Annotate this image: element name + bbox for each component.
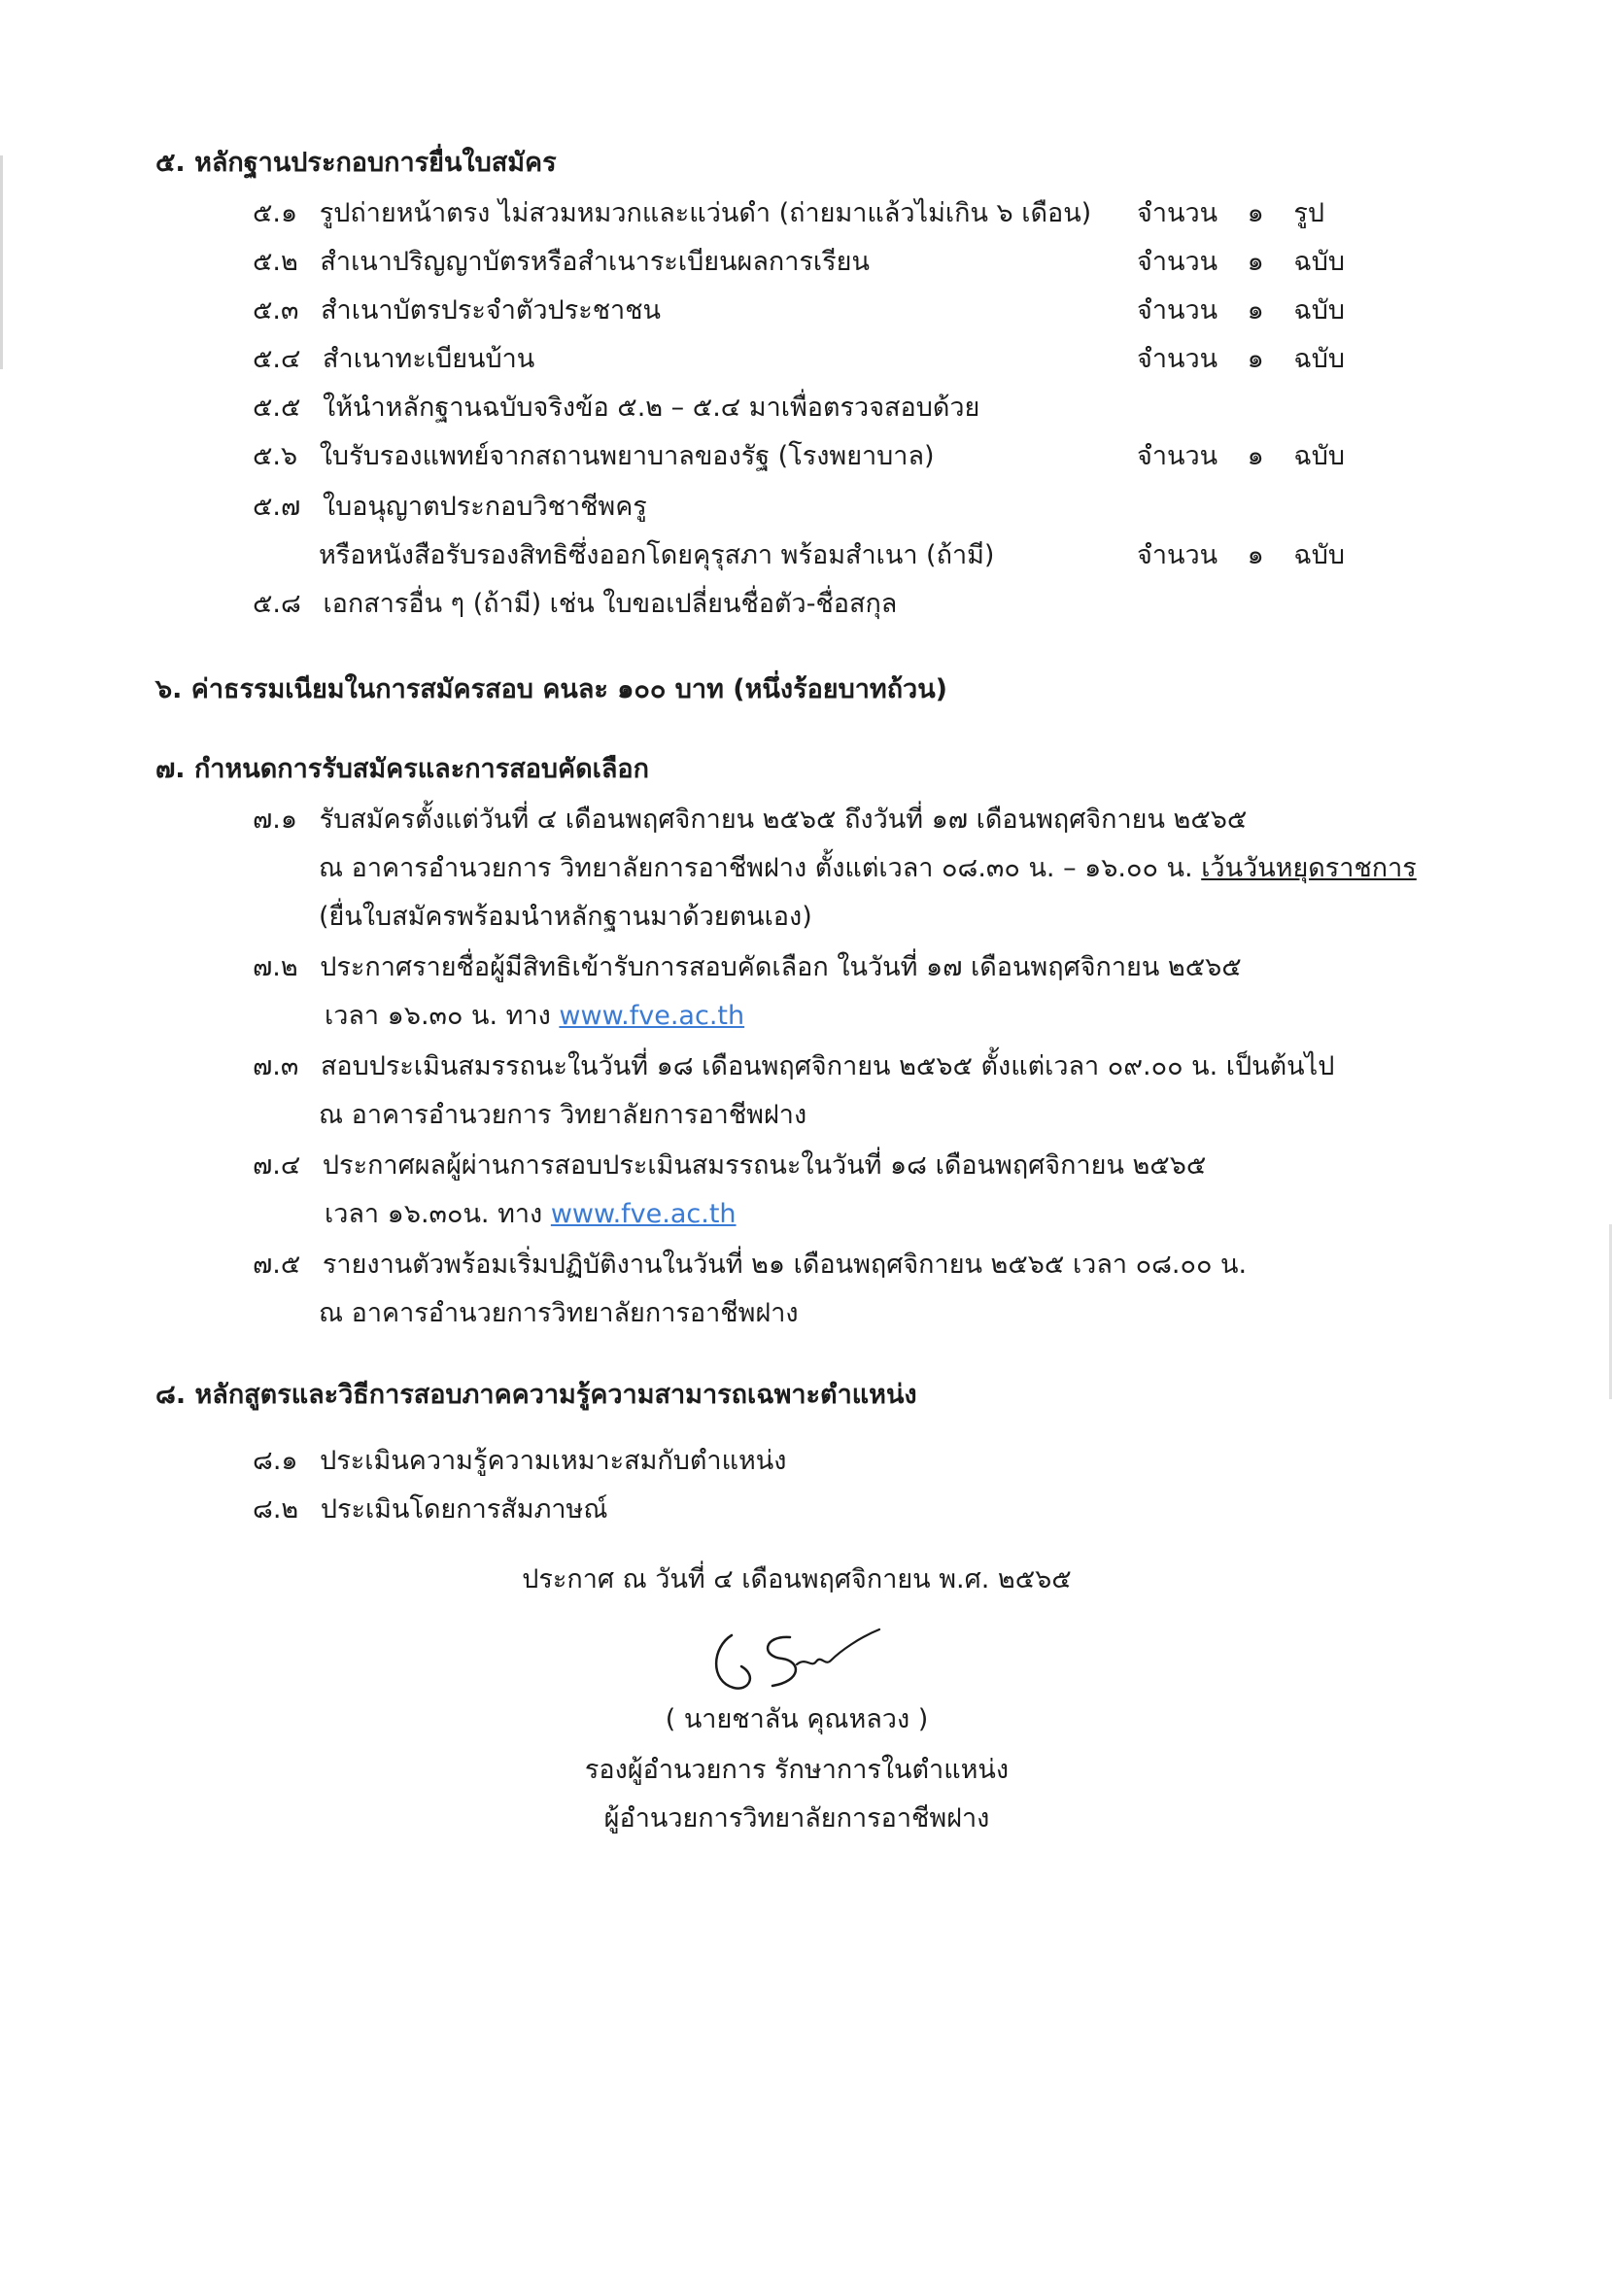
item-number: ๕.๖ [253, 441, 298, 471]
item-number: ๗.๓ [253, 1051, 299, 1081]
item-7-2 [253, 948, 1242, 987]
item-5-6-quantity: จำนวน ๑ ฉบับ [1137, 441, 1346, 471]
signer-position-1: รองผู้อำนวยการ รักษาการในตำแหน่ง [584, 1755, 1010, 1785]
item-5-7-continuation: หรือหนังสือรับรองสิทธิซึ่งออกโดยคุรุสภา พร้อมสำเนา (ถ้ามี) [319, 540, 995, 570]
item-text: ประกาศรายชื่อผู้มีสิทธิเข้ารับการสอบคัดเลือก ในวันที่ ๑๗ เดือนพฤศจิกายน ๒๕๖๕ [320, 952, 1242, 982]
item-number: ๗.๑ [253, 805, 298, 835]
item-number: ๕.๘ [253, 589, 301, 619]
item-7-2-line2: เวลา ๑๖.๓๐ น. ทาง www.fve.ac.th [325, 1001, 745, 1031]
item-number: ๕.๕ [253, 393, 301, 423]
item-7-4-line2: เวลา ๑๖.๓๐น. ทาง www.fve.ac.th [325, 1199, 737, 1229]
item-text: เอกสารอื่น ๆ (ถ้ามี) เช่น ใบขอเปลี่ยนชื่อตัว-ชื่อสกุล [323, 589, 898, 619]
item-text: ประกาศผลผู้ผ่านการสอบประเมินสมรรถนะในวันที่ ๑๘ เดือนพฤศจิกายน ๒๕๖๕ [322, 1150, 1207, 1181]
item-text: ใบอนุญาตประกอบวิชาชีพครู [322, 492, 647, 522]
item-text: สอบประเมินสมรรถนะในวันที่ ๑๘ เดือนพฤศจิกายน ๒๕๖๕ ตั้งแต่เวลา ๐๙.๐๐ น. เป็นต้นไป [320, 1051, 1335, 1081]
item-7-1 [253, 801, 1247, 840]
item-text: รายงานตัวพร้อมเริ่มปฏิบัติงานในวันที่ ๒๑ เดือนพฤศจิกายน ๒๕๖๕ เวลา ๐๘.๐๐ น. [322, 1250, 1248, 1280]
item-8-1 [253, 1442, 786, 1481]
item-5-6 [253, 437, 935, 476]
item-5-4-quantity: จำนวน ๑ ฉบับ [1137, 344, 1346, 374]
section-5-heading: ๕. หลักฐานประกอบการยื่นใบสมัคร [155, 148, 557, 178]
item-number: ๘.๑ [253, 1446, 298, 1476]
website-link[interactable]: www.fve.ac.th [559, 1001, 745, 1031]
item-5-5 [253, 389, 979, 428]
item-7-1-line2: ณ อาคารอำนวยการ วิทยาลัยการอาชีพฝาง ตั้งแต่เวลา ๐๘.๓๐ น. – ๑๖.๐๐ น. เว้นวันหยุดราชการ [319, 853, 1417, 883]
item-number: ๕.๑ [253, 198, 298, 228]
item-5-3 [253, 291, 661, 330]
item-7-4 [253, 1147, 1206, 1185]
announce-date: ประกาศ ณ วันที่ ๔ เดือนพฤศจิกายน พ.ศ. ๒๕๖๕ [522, 1564, 1072, 1594]
item-number: ๕.๔ [253, 344, 301, 374]
item-text: สำเนาบัตรประจำตัวประชาชน [321, 295, 661, 326]
item-5-4 [253, 340, 534, 379]
item-text: ให้นำหลักฐานฉบับจริงข้อ ๕.๒ – ๕.๔ มาเพื่อตรวจสอบด้วย [323, 393, 980, 423]
item-number: ๕.๒ [253, 247, 298, 277]
scan-edge-left [0, 155, 3, 369]
item-number: ๗.๒ [253, 952, 298, 982]
item-number: ๘.๒ [253, 1494, 299, 1525]
item-number: ๕.๗ [253, 492, 301, 522]
section-6-heading: ๖. ค่าธรรมเนียมในการสมัครสอบ คนละ ๑๐๐ บาท (หนึ่งร้อยบาทถ้วน) [155, 674, 948, 704]
item-5-7-quantity: จำนวน ๑ ฉบับ [1137, 540, 1346, 570]
item-7-1-line3: (ยื่นใบสมัครพร้อมนำหลักฐานมาด้วยตนเอง) [319, 902, 812, 932]
item-7-3-line2: ณ อาคารอำนวยการ วิทยาลัยการอาชีพฝาง [319, 1100, 807, 1130]
section-8-heading: ๘. หลักสูตรและวิธีการสอบภาคความรู้ความสามารถเฉพาะตำแหน่ง [155, 1380, 917, 1410]
item-7-5 [253, 1246, 1247, 1285]
signer-position-2: ผู้อำนวยการวิทยาลัยการอาชีพฝาง [603, 1803, 990, 1833]
item-5-1-quantity: จำนวน ๑ รูป [1137, 198, 1325, 228]
holiday-note: เว้นวันหยุดราชการ [1201, 853, 1417, 883]
signer-name: ( นายชาลัน คุณหลวง ) [665, 1704, 929, 1734]
item-text: ประเมินความรู้ความเหมาะสมกับตำแหน่ง [320, 1446, 787, 1476]
item-text: สำเนาปริญญาบัตรหรือสำเนาระเบียนผลการเรียน [320, 247, 870, 277]
item-5-2-quantity: จำนวน ๑ ฉบับ [1137, 247, 1346, 277]
item-5-1 [253, 194, 1091, 233]
item-text: ประเมินโดยการสัมภาษณ์ [320, 1494, 608, 1525]
item-5-8 [253, 585, 897, 624]
item-number: ๗.๔ [253, 1150, 301, 1181]
item-8-2 [253, 1491, 607, 1529]
item-text: รูปถ่ายหน้าตรง ไม่สวมหมวกและแว่นดำ (ถ่ายมาแล้วไม่เกิน ๖ เดือน) [319, 198, 1092, 228]
item-text: สำเนาทะเบียนบ้าน [323, 344, 535, 374]
website-link[interactable]: www.fve.ac.th [550, 1199, 737, 1229]
item-text: รับสมัครตั้งแต่วันที่ ๔ เดือนพฤศจิกายน ๒๕๖๕ ถึงวันที่ ๑๗ เดือนพฤศจิกายน ๒๕๖๕ [319, 805, 1248, 835]
item-text: ใบรับรองแพทย์จากสถานพยาบาลของรัฐ (โรงพยาบาล) [319, 441, 935, 471]
item-5-7 [253, 488, 647, 527]
item-7-3 [253, 1047, 1334, 1086]
item-7-5-line2: ณ อาคารอำนวยการวิทยาลัยการอาชีพฝาง [319, 1298, 799, 1328]
item-5-2 [253, 243, 870, 282]
item-number: ๕.๓ [253, 295, 299, 326]
section-7-heading: ๗. กำหนดการรับสมัครและการสอบคัดเลือก [155, 754, 649, 784]
item-5-3-quantity: จำนวน ๑ ฉบับ [1137, 295, 1346, 326]
signature-mark [704, 1608, 899, 1705]
item-number: ๗.๕ [253, 1250, 301, 1280]
